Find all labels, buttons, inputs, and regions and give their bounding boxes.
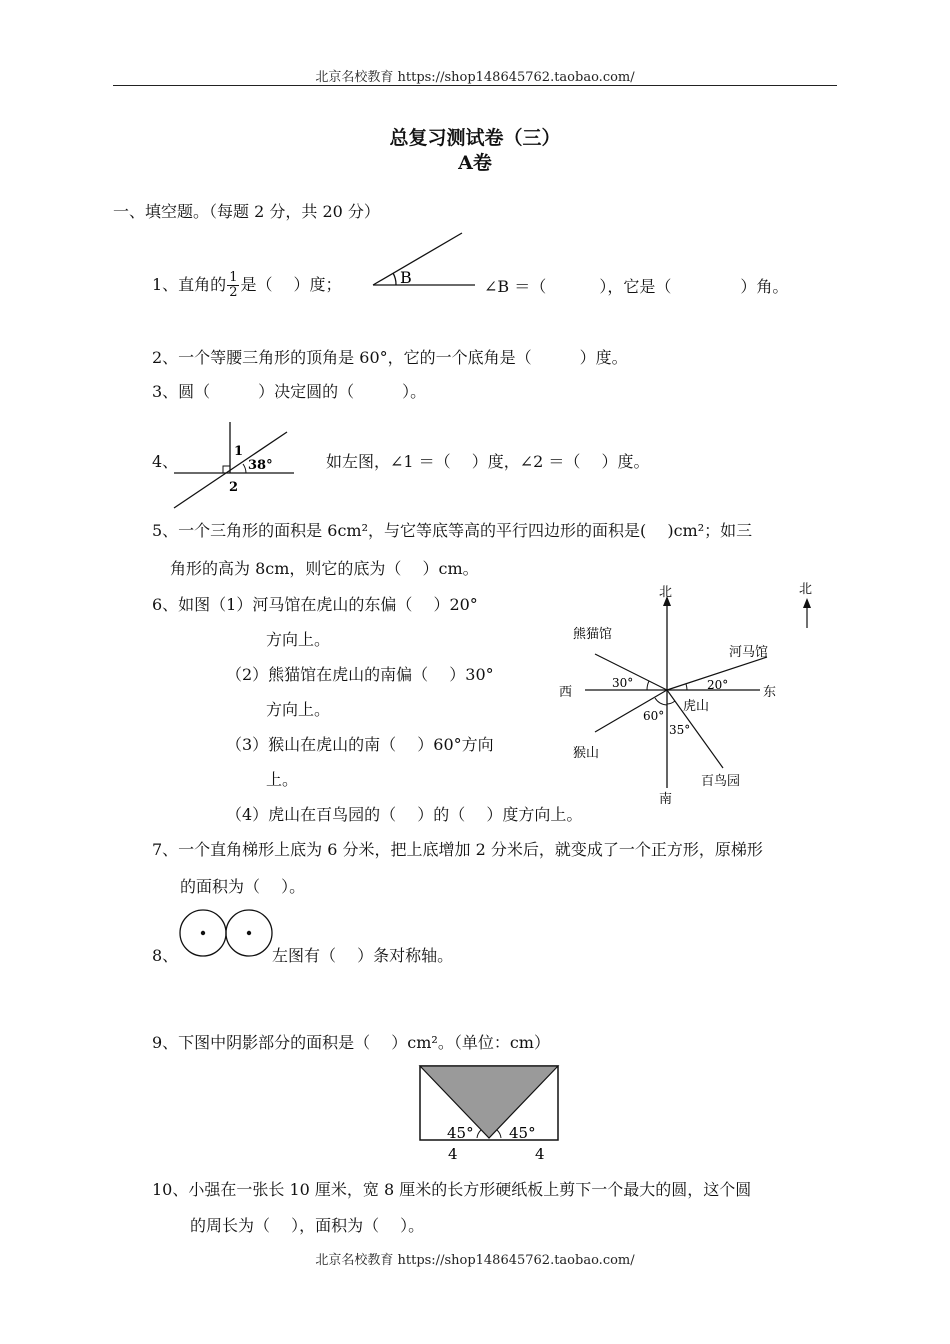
q9-dim-left: 4 (448, 1145, 458, 1162)
q9-angle-right: 45° (509, 1124, 536, 1142)
question-3: 3、圆（ ）决定圆的（ ）。 (152, 382, 427, 401)
question-6-line6: 上。 (266, 770, 299, 789)
page-header: 北京名校教育 https://shop148645762.taobao.com/ (315, 70, 635, 85)
q4-label-1: 1 (234, 444, 244, 459)
q1-frac-num: 1 (229, 270, 238, 285)
question-10-line2: 的周长为（ ），面积为（ ）。 (190, 1216, 425, 1235)
label-bird: 百鸟园 (701, 774, 741, 789)
angle-60: 60° (643, 709, 665, 723)
compass-north: 北 (659, 585, 673, 600)
question-5-line1: 5、一个三角形的面积是 6cm²，与它等底等高的平行四边形的面积是( )cm²；如三 (152, 521, 753, 540)
question-6-line4: 方向上。 (266, 700, 331, 719)
question-6-line2: 方向上。 (266, 630, 331, 649)
angle-30: 30° (612, 676, 634, 690)
question-7-line2: 的面积为（ ）。 (180, 877, 306, 896)
angle-20: 20° (707, 678, 729, 692)
label-tiger: 虎山 (683, 699, 710, 714)
q6-compass-figure (555, 580, 825, 810)
q1-fraction (227, 271, 239, 300)
q4-angle-figure (170, 418, 300, 512)
question-10-line1: 10、小强在一张长 10 厘米，宽 8 厘米的长方形硬纸板上剪下一个最大的圆，这个圆 (152, 1180, 752, 1199)
q1-frac-den: 2 (229, 285, 238, 300)
compass-west: 西 (559, 685, 573, 700)
question-7-line1: 7、一个直角梯形上底为 6 分米，把上底增加 2 分米后，就变成了一个正方形，原梯形 (152, 840, 763, 859)
label-hippo: 河马馆 (729, 645, 769, 660)
question-4: 如左图，∠1 ＝（ ）度，∠2 ＝（ ）度。 (326, 452, 650, 471)
compass-east: 东 (763, 685, 777, 700)
q1-suffix: ∠B ＝（ ），它是（ ）角。 (484, 277, 789, 296)
page-subtitle: A卷 (458, 152, 492, 174)
label-monkey: 猴山 (573, 746, 600, 761)
angle-35: 35° (669, 723, 691, 737)
q9-figure (415, 1062, 565, 1162)
question-5-line2: 角形的高为 8cm，则它的底为（ ）cm。 (170, 559, 479, 578)
q1-middle: 是（ ）度； (240, 275, 342, 294)
q9-angle-left: 45° (447, 1124, 474, 1142)
q1-angle-figure (370, 230, 480, 292)
page-footer: 北京名校教育 https://shop148645762.taobao.com/ (315, 1253, 635, 1268)
question-6-line3: （2）熊猫馆在虎山的南偏（ ）30° (226, 665, 494, 684)
header-rule (113, 85, 837, 86)
question-6-line5: （3）猴山在虎山的南（ ）60°方向 (226, 735, 494, 754)
q1-prefix: 1、直角的 (152, 275, 227, 294)
label-panda: 熊猫馆 (573, 627, 613, 642)
q4-prefix: 4、 (152, 452, 179, 471)
q1-angle-label: B (400, 268, 412, 287)
q8-prefix: 8、 (152, 946, 179, 965)
question-1 (152, 271, 342, 300)
question-9: 9、下图中阴影部分的面积是（ ）cm²。（单位：cm） (152, 1033, 550, 1052)
page-title: 总复习测试卷（三） (389, 127, 561, 149)
question-2: 2、一个等腰三角形的顶角是 60°，它的一个底角是（ ）度。 (152, 348, 628, 367)
question-8: 左图有（ ）条对称轴。 (272, 946, 454, 965)
q9-dim-right: 4 (535, 1145, 545, 1162)
question-6-line1: 6、如图（1）河马馆在虎山的东偏（ ）20° (152, 595, 478, 614)
q4-label-2: 2 (229, 480, 239, 495)
question-6-line7: （4）虎山在百鸟园的（ ）的（ ）度方向上。 (226, 805, 583, 824)
north-arrow-label: 北 (799, 582, 813, 597)
compass-south: 南 (659, 792, 673, 807)
q8-circles-figure (178, 906, 274, 960)
q4-angle-38: 38° (248, 458, 273, 473)
section-heading: 一、填空题。（每题 2 分，共 20 分） (113, 202, 380, 221)
